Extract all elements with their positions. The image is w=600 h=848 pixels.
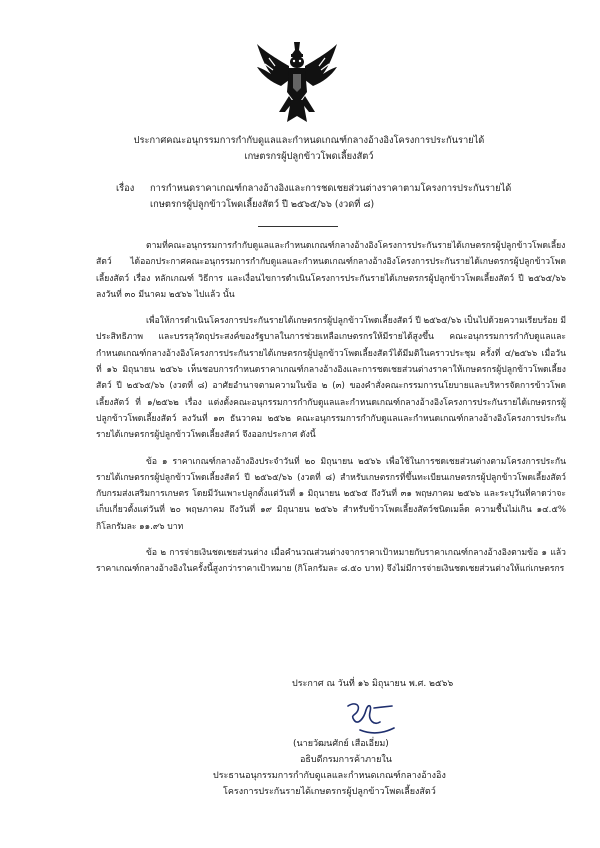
paragraph-gap (96, 303, 566, 313)
paragraph-clause-2: ข้อ ๒ การจ่ายเงินชดเชยส่วนต่าง เมื่อคำนวณส่วนต่างจากราคาเป้าหมายกับราคาเกณฑ์กลางอ้างอิงตามข้อ ๑ แล้ว ราคาเกณฑ์กลางอ้างอิงในครั้งนี้สูงกว่าราคาเป้าหมาย (กิโลกรัมละ ๘.๕๐ บาท) จึงไม่มีการจ่ายเงินชดเชยส่วนต่างให้แก่เกษตรกร (96, 548, 566, 575)
subject-text (150, 181, 560, 213)
header-line-1: ประกาศคณะอนุกรรมการกำกับดูแลและกำหนดเกณฑ์กลางอ้างอิงโครงการประกันรายได้ (133, 135, 485, 146)
signatory-role-line-2: โครงการประกันรายได้เกษตรกรผู้ปลูกข้าวโพดเลี้ยงสัตว์ (223, 787, 436, 797)
announcement-date: ประกาศ ณ วันที่ ๑๖ มิถุนายน พ.ศ. ๒๕๖๖ (292, 679, 454, 689)
signatory-role-line-1: ประธานอนุกรรมการกำกับดูแลและกำหนดเกณฑ์กลางอ้างอิง (213, 771, 446, 781)
subject-label: เรื่อง (116, 183, 135, 194)
paragraph-purpose: เพื่อให้การดำเนินโครงการประกันรายได้เกษตรกรผู้ปลูกข้าวโพดเลี้ยงสัตว์ ปี ๒๕๖๕/๖๖ เป็นไปด้วยความเรียบร้อย มีประสิทธิภาพ และบรรลุวัตถุประสงค์ของรัฐบาลในการช่วยเหลือเกษตรกรให้มีรายได้สูงขึ้น คณะอนุกรรมการกำกับดูแลและกำหนดเกณฑ์กลางอ้างอิงโครงการประกันรายได้เกษตรกรผู้ปลูกข้าวโพดเลี้ยงสัตว์ได้มีมติในคราวประชุม ครั้งที่ ๔/๒๕๖๖ เมื่อวันที่ ๑๖ มิถุนายน ๒๕๖๖ เห็นชอบการกำหนดราคาเกณฑ์กลางอ้างอิงและการชดเชยส่วนต่างราคาให้เกษตรกรผู้ปลูกข้าวโพดเลี้ยงสัตว์ ปี ๒๕๖๕/๖๖ (งวดที่ ๘) อาศัยอำนาจตามความในข้อ ๒ (๓) ของคำสั่งคณะกรรมการนโยบายและบริหารจัดการข้าวโพดเลี้ยงสัตว์ ที่ ๑/๒๕๖๒ เรื่อง แต่งตั้งคณะอนุกรรมการกำกับดูแลและกำหนดเกณฑ์กลางอ้างอิงโครงการประกันรายได้เกษตรกรผู้ปลูกข้าวโพดเลี้ยงสัตว์ ลงวันที่ ๑๓ ธันวาคม ๒๕๖๒ คณะอนุกรรมการกำกับดูแลและกำหนดเกณฑ์กลางอ้างอิงโครงการประกันรายได้เกษตรกรผู้ปลูกข้าวโพดเลี้ยงสัตว์ จึงออกประกาศ ดังนี้ (96, 316, 566, 441)
subject-line-1: การกำหนดราคาเกณฑ์กลางอ้างอิงและการชดเชยส่วนต่างราคาตามโครงการประกันรายได้ (150, 183, 512, 194)
handwritten-signature-icon (340, 700, 400, 740)
header-line-2: เกษตรกรผู้ปลูกข้าวโพดเลี้ยงสัตว์ (244, 151, 374, 162)
paragraph-clause-1: ข้อ ๑ ราคาเกณฑ์กลางอ้างอิงประจำวันที่ ๒๐ มิถุนายน ๒๕๖๖ เพื่อใช้ในการชดเชยส่วนต่างตามโครงการประกันรายได้เกษตรกรผู้ปลูกข้าวโพดเลี้ยงสัตว์ ปี ๒๕๖๕/๖๖ (งวดที่ ๘) สำหรับเกษตรกรที่ขึ้นทะเบียนเกษตรกรผู้ปลูกข้าวโพดเลี้ยงสัตว์กับกรมส่งเสริมการเกษตร โดยมีวันเพาะปลูกตั้งแต่วันที่ ๑ มิถุนายน ๒๕๖๕ ถึงวันที่ ๓๑ พฤษภาคม ๒๕๖๖ และระบุวันที่คาดว่าจะเก็บเกี่ยวตั้งแต่วันที่ ๒๐ พฤษภาคม ถึงวันที่ ๑๙ มิถุนายน ๒๕๖๖ สำหรับข้าวโพดเลี้ยงสัตว์ชนิดเมล็ด ความชื้นไม่เกิน ๑๔.๕% กิโลกรัมละ ๑๑.๙๖ บาท (96, 456, 566, 532)
announcement-header (74, 133, 544, 165)
signatory-name: (นายวัฒนศักย์ เสือเอี่ยม) (293, 739, 389, 749)
garuda-emblem-icon (255, 40, 339, 126)
divider-line (258, 226, 338, 227)
announcement-body (96, 238, 566, 578)
paragraph-gap (96, 444, 566, 454)
signatory-position: อธิบดีกรมการค้าภายใน (300, 755, 392, 765)
paragraph-gap (96, 535, 566, 545)
subject-line-2: เกษตรกรผู้ปลูกข้าวโพดเลี้ยงสัตว์ ปี ๒๕๖๕/๖๖ (งวดที่ ๘) (150, 199, 375, 210)
paragraph-intro: ตามที่คณะอนุกรรมการกำกับดูแลและกำหนดเกณฑ์กลางอ้างอิงโครงการประกันรายได้เกษตรกรผู้ปลูกข้าวโพดเลี้ยงสัตว์ ได้ออกประกาศคณะอนุกรรมการกำกับดูแลและกำหนดเกณฑ์กลางอ้างอิงโครงการประกันรายได้เกษตรกรผู้ปลูกข้าวโพดเลี้ยงสัตว์ เรื่อง หลักเกณฑ์ วิธีการ และเงื่อนไขการดำเนินโครงการประกันรายได้เกษตรกรผู้ปลูกข้าวโพดเลี้ยงสัตว์ ปี ๒๕๖๕/๖๖ ลงวันที่ ๓๐ มีนาคม ๒๕๖๖ ไปแล้ว นั้น (96, 241, 566, 300)
